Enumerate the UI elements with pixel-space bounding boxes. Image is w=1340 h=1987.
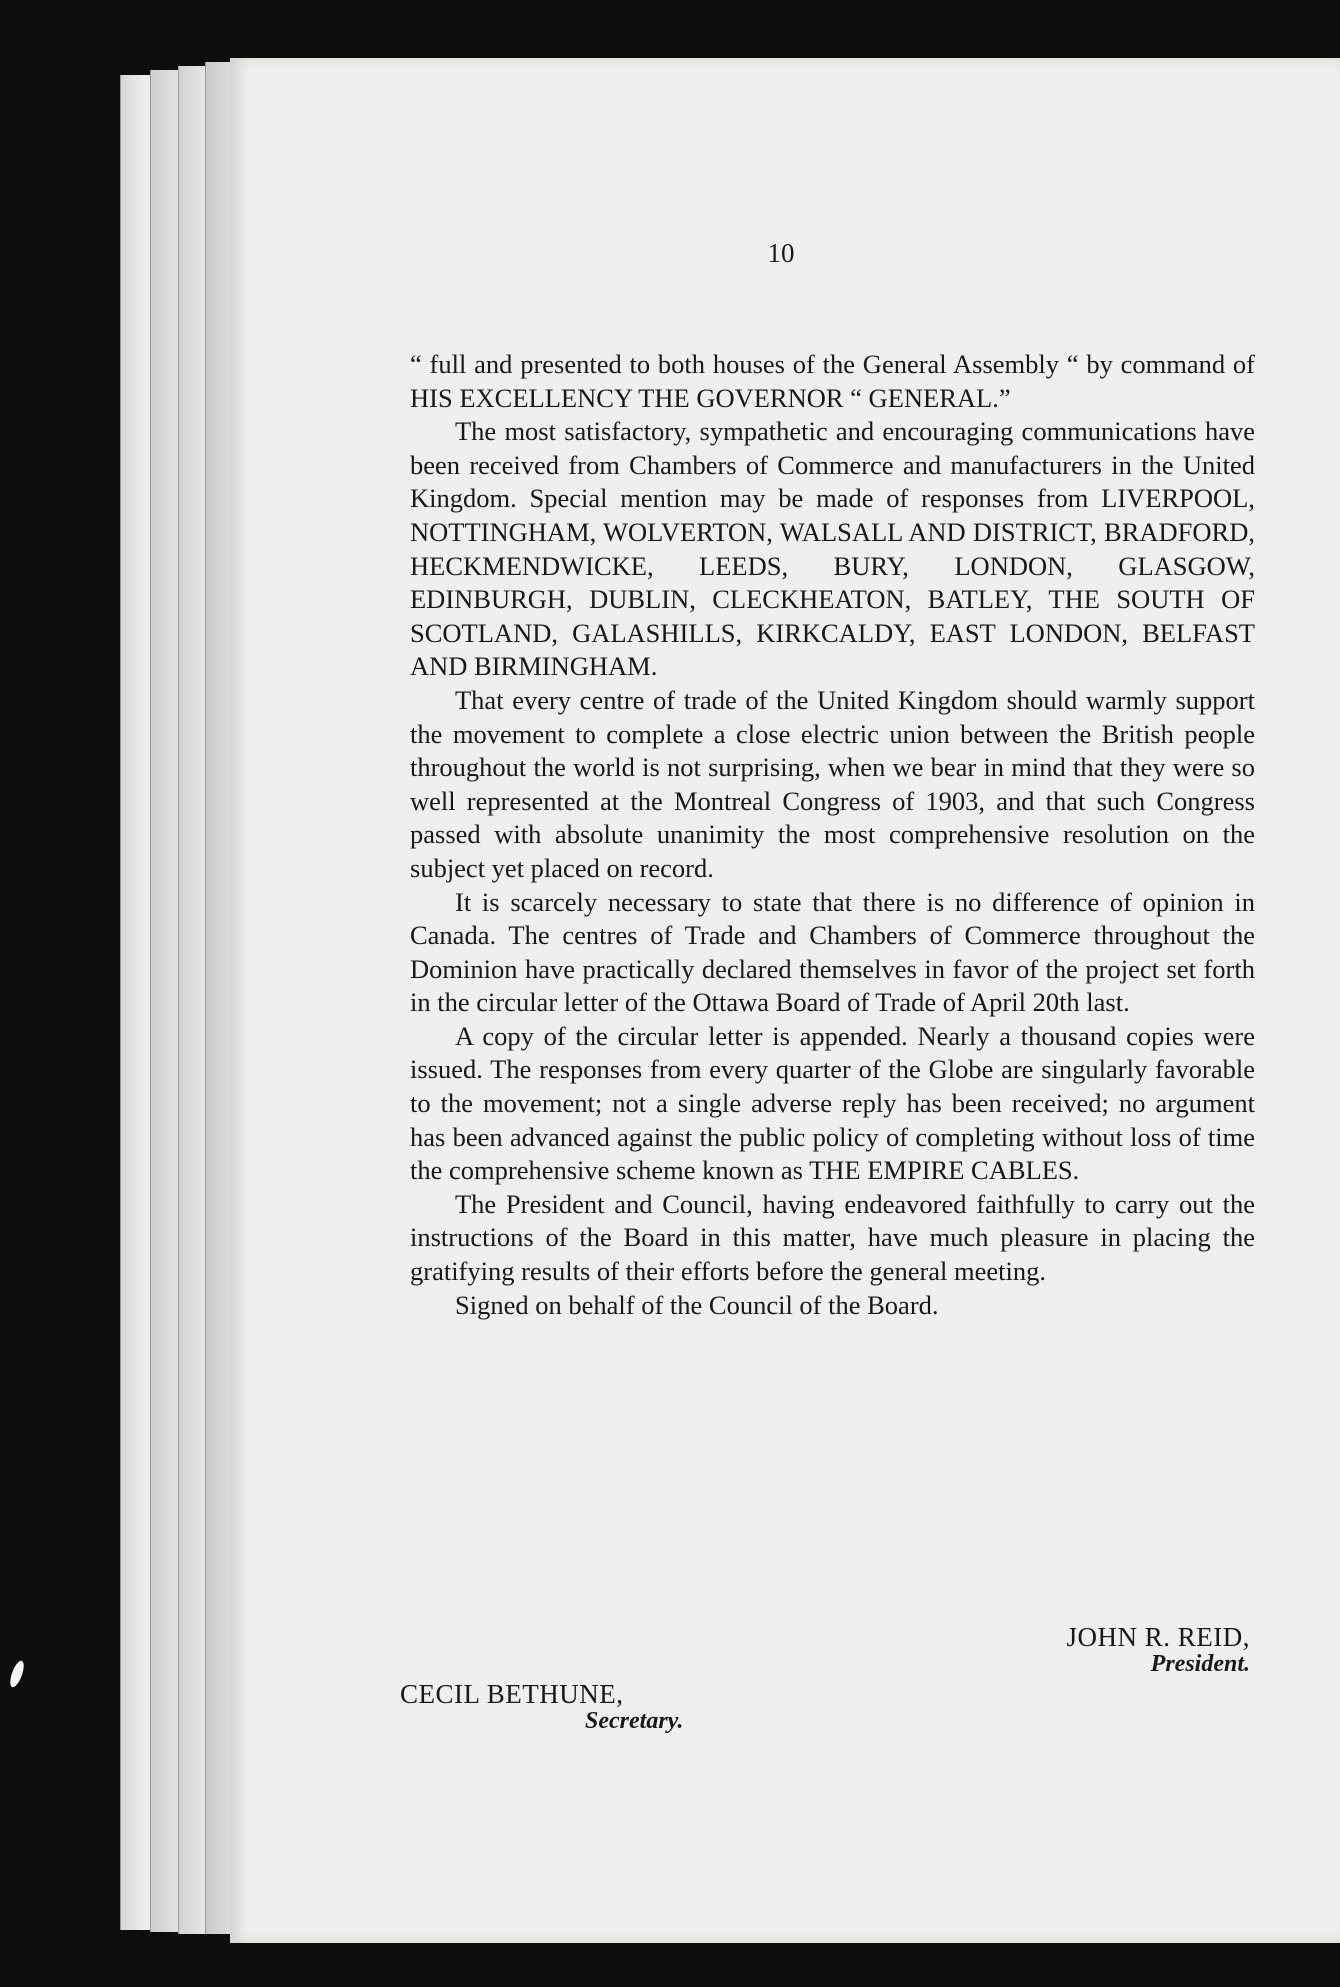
paragraph-trade-centres: That every centre of trade of the United Kingdom should warmly support the movement to complete a close electric union between the British people throughout the world is not surprising, when we bear in mind that they were so well represented at the Montreal Congress of 1903, and that such Congress passed with absolute unanimity the most comprehensive resolution on the subject yet placed on record. [410, 684, 1255, 883]
secretary-title: Secretary. [585, 1708, 684, 1734]
president-name: JOHN R. REID, [1066, 1622, 1250, 1652]
president-signature [970, 1621, 1250, 1677]
document-page [230, 58, 1340, 1943]
paragraph-circular-letter: A copy of the circular letter is appended. Nearly a thousand copies were issued. The responses from every quarter of the Globe are singularly favorable to the movement; not a single adverse reply has been received; no argument has been advanced against the public policy of completing without loss of time the comprehensive scheme known as THE EMPIRE CABLES. [410, 1020, 1255, 1186]
page-number: 10 [767, 238, 795, 268]
paragraph-communications: The most satisfactory, sympathetic and encouraging communications have been received from Chambers of Commerce and manufacturers in the United Kingdom. Special mention may be made of responses from LIVERPOOL, NOTTINGHAM, WOLVERTON, WALSALL AND DISTRICT, BRADFORD, HECKMENDWICKE, LEEDS, BURY, LONDON, GLASGOW, EDINBURGH, DUBLIN, CLECKHEATON, BATLEY, THE SOUTH OF SCOTLAND, GALASHILLS, KIRKCALDY, EAST LONDON, BELFAST AND BIRMINGHAM. [410, 416, 1255, 682]
president-title: President. [1150, 1651, 1250, 1677]
paragraph-canada-opinion: It is scarcely necessary to state that there is no difference of opinion in Canada. The centres of Trade and Chambers of Commerce throughout the Dominion have practically declared themselves in favor of the project set forth in the circular letter of the Ottawa Board of Trade of April 20th last. [410, 886, 1255, 1018]
scan-artifact [8, 1659, 27, 1689]
signoff-line: Signed on behalf of the Council of the Board. [455, 1289, 939, 1320]
secretary-signature [400, 1678, 800, 1734]
paragraph-quote-continuation: “ full and presented to both houses of the General Assembly “ by command of HIS EXCELLENCY THE GOVERNOR “ GENERAL.” [410, 349, 1255, 413]
secretary-name: CECIL BETHUNE, [400, 1679, 624, 1709]
body-text [410, 348, 1255, 1322]
paragraph-president-council: The President and Council, having endeavored faithfully to carry out the instructions of the Board in this matter, have much pleasure in placing the gratifying results of their efforts before the general meeting. [410, 1188, 1255, 1287]
